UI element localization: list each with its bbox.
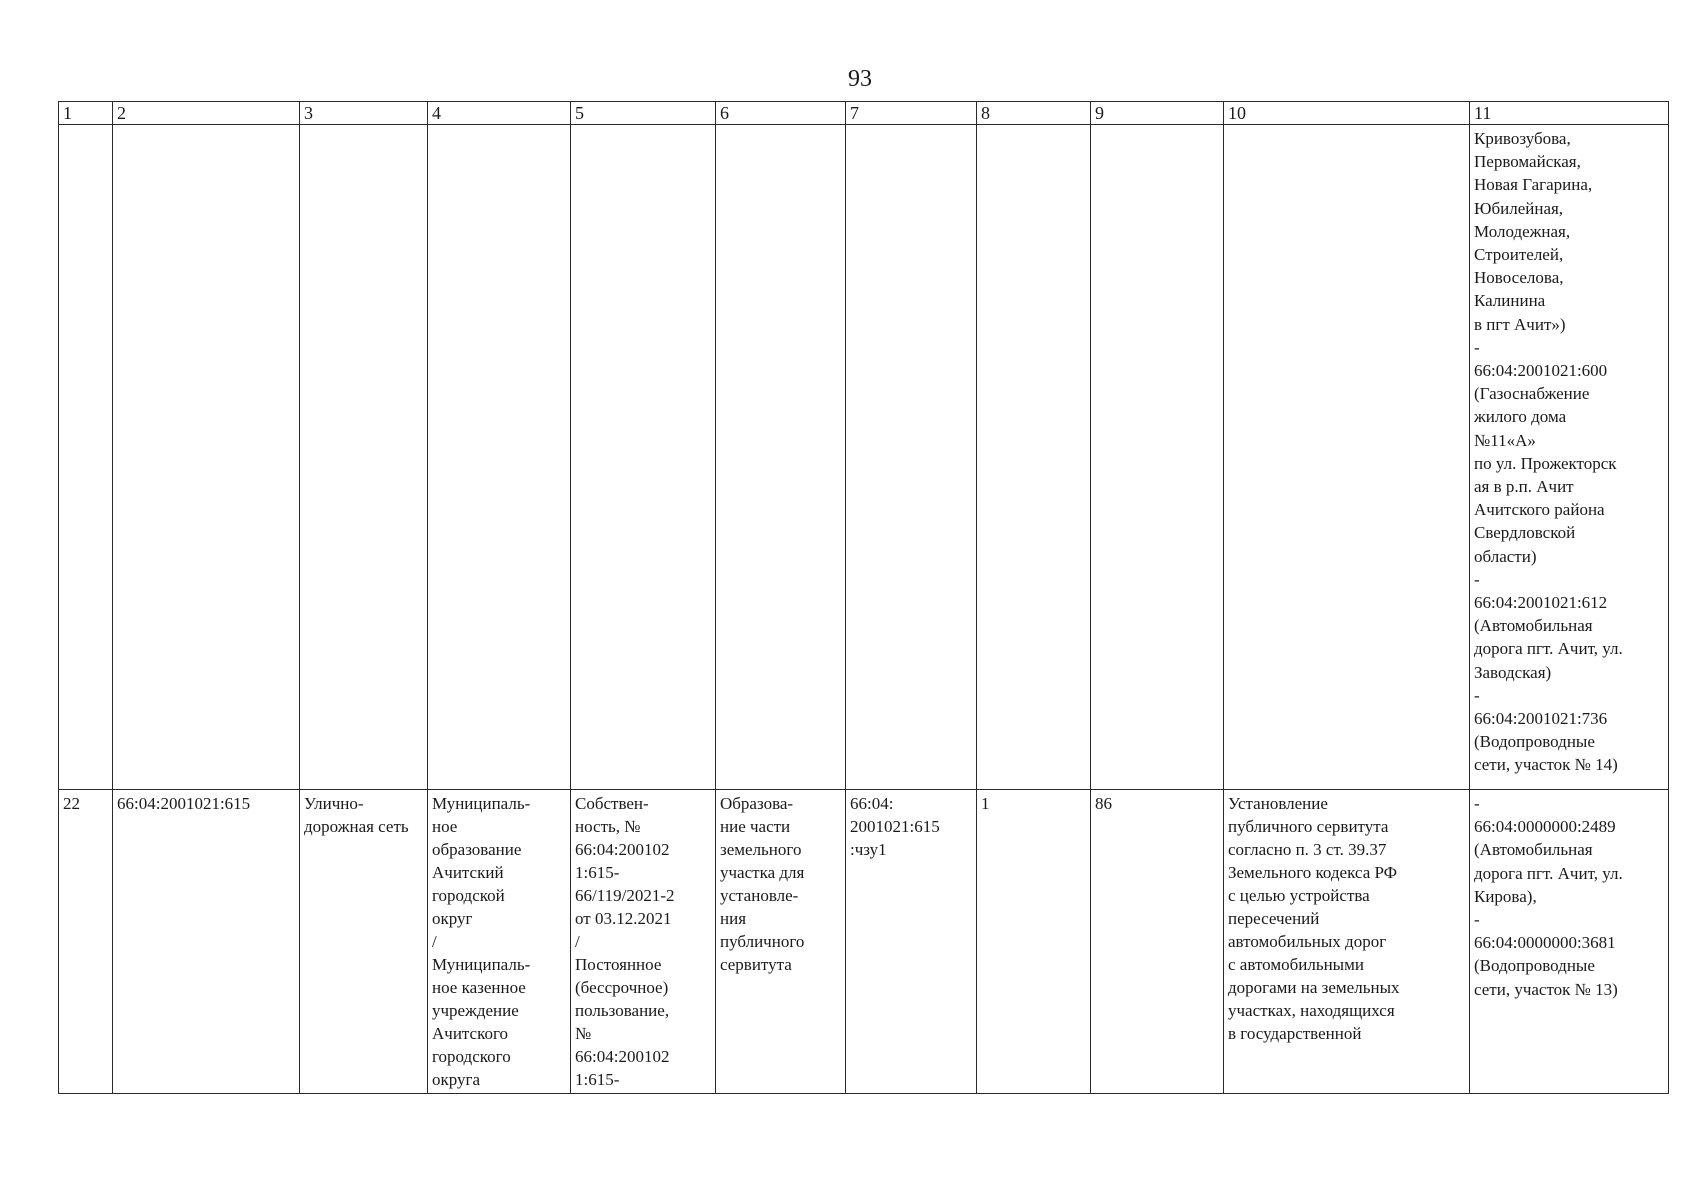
column-number: 6 [716, 102, 846, 125]
table-cell [716, 125, 846, 790]
page-number: 93 [848, 66, 872, 92]
column-number: 8 [977, 102, 1091, 125]
contour-count: 1 [977, 790, 1091, 1094]
cell-text-line: пользование, [575, 1001, 670, 1020]
cell-text-line: (Автомобильная [1474, 840, 1593, 860]
cell-text-line: ное казенное [432, 978, 526, 997]
cell-text-line: Заводская) [1474, 662, 1552, 682]
cell-text-line: - [1474, 794, 1480, 813]
table-cell [571, 125, 716, 790]
table-cell [428, 125, 571, 790]
rights-holder-cell [428, 790, 571, 1094]
cell-text-line: - [1474, 569, 1480, 589]
land-use-type: Улично-дорожная сеть [300, 790, 428, 1094]
cell-text-line: Свердловской [1474, 523, 1576, 543]
table-cell [977, 125, 1091, 790]
cell-text-line: Установление [1228, 794, 1328, 813]
cell-text-line: автомобильных дорог [1228, 932, 1387, 951]
cell-text-line: 66:04:200102 [575, 1047, 670, 1066]
cell-text-line: земельного [720, 840, 802, 859]
rights-holder [432, 792, 566, 1091]
cell-text-line: 66:04:2001021:600 [1474, 361, 1608, 381]
cell-text-line: Кирова), [1474, 886, 1537, 906]
cell-text-line: (Автомобильная [1474, 616, 1593, 636]
related-parcels-cell [1470, 790, 1669, 1094]
cell-text-line: :чзу1 [850, 840, 887, 859]
register-table-wrapper [58, 101, 1668, 1094]
purpose-cell [716, 790, 846, 1094]
cell-text-line: 1:615- [575, 863, 620, 882]
cell-text-line: публичного [720, 932, 805, 951]
cell-text-line: 1:615- [575, 1070, 620, 1089]
cell-text-line: / [432, 932, 437, 951]
column-number: 9 [1091, 102, 1224, 125]
cell-text-line: - [1474, 910, 1480, 930]
part-designation [850, 792, 972, 861]
related-parcels-cell [1470, 125, 1669, 790]
related-parcels-list [1474, 792, 1664, 1001]
cell-text-line: - [1474, 337, 1480, 357]
cell-text-line: ние части [720, 817, 791, 836]
cell-text-line: учреждение [432, 1001, 519, 1020]
cell-text-line: публичного сервитута [1228, 817, 1389, 836]
cell-text-line: - [1474, 685, 1480, 705]
column-number: 1 [59, 102, 113, 125]
cell-text-line: Муниципаль- [432, 955, 531, 974]
cell-text-line: Образова- [720, 794, 794, 813]
table-cell [1091, 125, 1224, 790]
cell-text-line: Новая Гагарина, [1474, 175, 1593, 195]
cell-text-line: округа [432, 1070, 481, 1089]
cell-text-line: 66:04:0000000:2489 [1474, 817, 1616, 837]
cell-text-line: от 03.12.2021 [575, 909, 672, 928]
cell-text-line: Постоянное [575, 955, 662, 974]
cell-text-line: Земельного кодекса РФ [1228, 863, 1398, 882]
cell-text-line: сети, участок № 14) [1474, 755, 1618, 775]
cell-text-line: (Водопроводные [1474, 956, 1595, 976]
column-number: 5 [571, 102, 716, 125]
cell-text-line: ния [720, 909, 747, 928]
cell-text-line: Юбилейная, [1474, 198, 1564, 218]
cell-text-line: 66:04:200102 [575, 840, 670, 859]
cell-text-line: № [575, 1024, 592, 1043]
cell-text-line: Ачитского [432, 1024, 509, 1043]
cell-text-line: Молодежная, [1474, 221, 1571, 241]
cell-text-line: 66:04:2001021:736 [1474, 709, 1608, 729]
cadastral-number: 66:04:2001021:615 [113, 790, 300, 1094]
cell-text-line: в пгт Ачит») [1474, 314, 1566, 334]
table-row-continuation [59, 125, 1669, 790]
cell-text-line: 66:04: [850, 794, 894, 813]
column-number: 4 [428, 102, 571, 125]
cell-text-line: городского [432, 1047, 511, 1066]
cell-text-line: Новоселова, [1474, 268, 1564, 288]
column-number-row [59, 102, 1669, 125]
cell-text-line: 2001021:615 [850, 817, 940, 836]
column-number: 3 [300, 102, 428, 125]
cell-text-line: с целью устройства [1228, 886, 1370, 905]
table-cell [59, 125, 113, 790]
cell-text-line: жилого дома [1474, 407, 1567, 427]
right-type [575, 792, 711, 1091]
cell-text-line: дорога пгт. Ачит, ул. [1474, 863, 1623, 883]
cell-text-line: Ачитский [432, 863, 504, 882]
cell-text-line: (Водопроводные [1474, 732, 1595, 752]
cell-text-line: Строителей, [1474, 245, 1564, 265]
cell-text-line: сервитута [720, 955, 792, 974]
cell-text-line: Кривозубова, [1474, 129, 1571, 148]
row-number: 22 [59, 790, 113, 1094]
cell-text-line: в государственной [1228, 1024, 1362, 1043]
column-number: 2 [113, 102, 300, 125]
right-type-cell [571, 790, 716, 1094]
cell-text-line: участках, находящихся [1228, 1001, 1395, 1020]
cell-text-line: №11«А» [1474, 430, 1536, 450]
cell-text-line: Ачитского района [1474, 500, 1605, 520]
purpose [720, 792, 841, 976]
area-value: 86 [1091, 790, 1224, 1094]
cell-text-line: ая в р.п. Ачит [1474, 477, 1574, 497]
cell-text-line: ное [432, 817, 458, 836]
cell-text-line: / [575, 932, 580, 951]
table-cell [300, 125, 428, 790]
cell-text-line: пересечений [1228, 909, 1320, 928]
cell-text-line: 66:04:2001021:612 [1474, 593, 1608, 613]
servitude-purpose [1228, 792, 1465, 1045]
column-number: 7 [846, 102, 977, 125]
cell-text-line: Калинина [1474, 291, 1546, 311]
cell-text-line: округ [432, 909, 473, 928]
cell-text-line: 66/119/2021-2 [575, 886, 675, 905]
cell-text-line: городской [432, 886, 505, 905]
cell-text-line: Собствен- [575, 794, 649, 813]
cell-text-line: участка для [720, 863, 805, 882]
table-row [59, 790, 1669, 1094]
related-parcels-list [1474, 127, 1664, 777]
cell-text-line: Первомайская, [1474, 152, 1581, 172]
cell-text-line: образование [432, 840, 522, 859]
cell-text-line: согласно п. 3 ст. 39.37 [1228, 840, 1387, 859]
cell-text-line: дорога пгт. Ачит, ул. [1474, 639, 1623, 659]
servitude-purpose-cell [1224, 790, 1470, 1094]
cell-text-line: дорогами на земельных [1228, 978, 1400, 997]
cell-text-line: установле- [720, 886, 799, 905]
table-cell [1224, 125, 1470, 790]
cell-text-line: сети, участок № 13) [1474, 979, 1618, 999]
cell-text-line: области) [1474, 546, 1537, 566]
cell-text-line: по ул. Прожекторск [1474, 453, 1617, 473]
table-cell [113, 125, 300, 790]
part-designation-cell [846, 790, 977, 1094]
register-table [58, 101, 1669, 1094]
cell-text-line: Муниципаль- [432, 794, 531, 813]
cell-text-line: с автомобильными [1228, 955, 1364, 974]
cell-text-line: ность, № [575, 817, 641, 836]
column-number: 11 [1470, 102, 1669, 125]
cell-text-line: 66:04:0000000:3681 [1474, 933, 1616, 953]
table-cell [846, 125, 977, 790]
column-number: 10 [1224, 102, 1470, 125]
cell-text-line: (бессрочное) [575, 978, 669, 997]
cell-text-line: (Газоснабжение [1474, 384, 1590, 404]
